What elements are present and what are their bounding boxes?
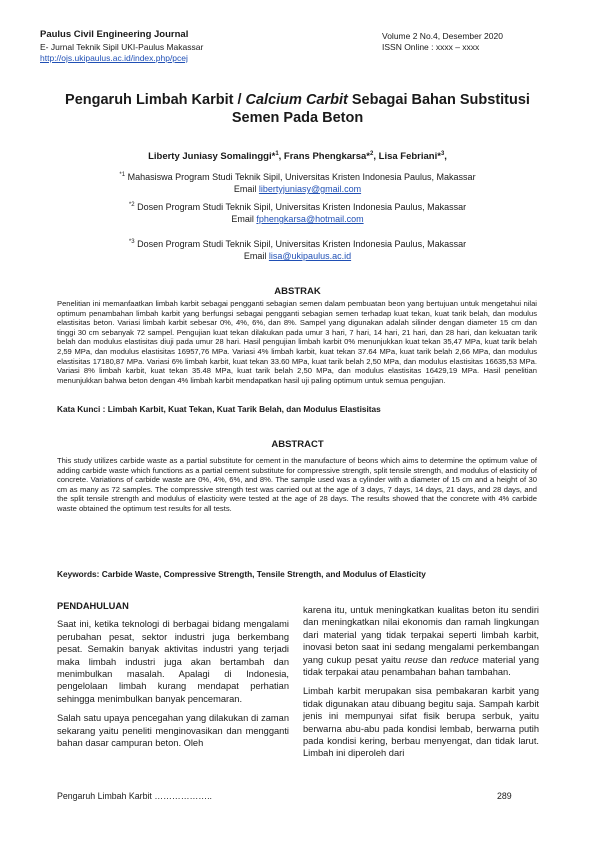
intro-p3-reuse: reuse (404, 654, 428, 665)
intro-p3-part-c: material yang tidak terpakai atau penambahan bahan tambahan. (303, 654, 539, 678)
affiliation-1 (40, 169, 555, 195)
email-label: Email (231, 214, 257, 224)
email-link-1[interactable]: libertyjuniasy@gmail.com (258, 184, 362, 194)
paper-title (40, 91, 555, 127)
abstrak-keywords: Kata Kunci : Limbah Karbit, Kuat Tekan, Kuat Tarik Belah, dan Modulus Elastisitas (57, 404, 381, 414)
footer-running-title: Pengaruh Limbah Karbit ……………….. (57, 791, 212, 801)
affiliation-1-text: Mahasiswa Program Studi Teknik Sipil, Universitas Kristen Indonesia Paulus, Makassar (125, 172, 476, 182)
abstrak-heading: ABSTRAK (274, 286, 321, 297)
email-label: Email (243, 251, 269, 261)
intro-p3-reduce: reduce (450, 654, 479, 665)
intro-paragraph-3 (303, 604, 539, 678)
journal-issue: Volume 2 No.4, Desember 2020 (382, 31, 503, 41)
email-label: Email (233, 184, 259, 194)
author-2: , Frans Phengkarsa* (278, 151, 371, 163)
title-part1: Pengaruh Limbah Karbit / (65, 92, 246, 108)
email-link-2[interactable]: fphengkarsa@hotmail.com (256, 214, 364, 224)
author-1-mark: 1 (275, 151, 279, 157)
journal-name: Paulus Civil Engineering Journal (40, 29, 189, 40)
author-list (40, 151, 555, 162)
intro-paragraph-2: Salah satu upaya pencegahan yang dilakukan di zaman sekarang yaitu peneliti menginovasikan dan mengganti bahan dasar campuran beton. Oleh (57, 713, 289, 749)
affiliation-2-mark: *2 (128, 202, 135, 208)
email-link-3[interactable]: lisa@ukipaulus.ac.id (268, 251, 352, 261)
section-heading-pendahuluan: PENDAHULUAN (57, 601, 129, 611)
affiliation-1-mark: *1 (119, 172, 126, 178)
author-3-mark: 3 (440, 151, 445, 157)
affiliation-3-mark: *3 (128, 239, 135, 245)
left-column (57, 600, 289, 756)
journal-url-link[interactable]: http://ojs.ukipaulus.ac.id/index.php/pcej (40, 53, 188, 63)
affiliation-2-text: Dosen Program Studi Teknik Sipil, Universitas Kristen Indonesia Paulus, Makassar (134, 202, 467, 212)
abstract-text: This study utilizes carbide waste as a partial substitute for cement in the manufacture of beons which aims to determine the optimum value of adding carbide waste which functions as a partial cement substitute for compressive strength, split tensile strength, and modulus of elasticity of concrete. Variations of carbide waste are 0%, 4%, 6%, and 8%. The sample used was a cylinder with a diameter of 15 cm and a height of 30 cm as many as 72 samples. The compressive strength test was carried out at the age of 3 days, 7 days, 14 days, 21 days, and 28 days, and the split tensile strength and modulus of elasticity were tested at the age of 28 days. The results showed that the concrete with 4% carbide waste obtained the optimum test results for all tests. (57, 456, 537, 513)
title-italic: Calcium Carbit (245, 92, 348, 108)
journal-subtitle: E- Jurnal Teknik Sipil UKI-Paulus Makassar (40, 42, 204, 52)
intro-p3-part-a: karena itu, untuk meningkatkan kualitas beton itu sendiri dan meningkatkan nilai ekonomis dan ramah lingkungan dari material yang tidak terpakai seperti limbah karbit, inovasi beton saat ini sedang mengalami perkembangan yang cukup pesat yaitu (303, 605, 539, 665)
author-list-end: , (444, 151, 447, 163)
title-line2: Semen Pada Beton (231, 110, 364, 126)
author-2-mark: 2 (370, 151, 374, 157)
affiliation-3-text: Dosen Program Studi Teknik Sipil, Universitas Kristen Indonesia Paulus, Makassar (134, 239, 467, 249)
page-number: 289 (497, 791, 512, 801)
affiliation-3 (40, 236, 555, 262)
author-3: , Lisa Febriani* (373, 151, 441, 163)
author-1: Liberty Juniasy Somalinggi* (148, 151, 276, 163)
abstract-keywords: Keywords: Carbide Waste, Compressive Strength, Tensile Strength, and Modulus of Elasticity (57, 569, 426, 579)
abstrak-text: Penelitian ini memanfaatkan limbah karbit sebagai pengganti sebagian semen dalam pembuatan beon yang bertujuan untuk mengetahui nilai optimum penambahan limbah karbit yang berfungsi sebagai pengganti sebagian semen terhadap kuat tekan, kuat tarik belah, dan modulus elastisitas beton. Variasi limbah karbit sebesar 0%, 4%, 6%, dan 8%. Sampel yang digunakan adalah silinder dengan diameter 15 cm dan tinggi 30 cm sebanyak 72 sampel. Pengujian kuat tekan dilakukan pada umur 3 hari, 7 hari, 14 hari, 21 hari, dan 28 hari, dan kekuatan tarik belah dan modulus elastisitas diuji pada umur 28 hari. Hasil pengujian limbah karbit 0% menunjukkan kuat tekan 35,47 MPa, kuat tarik belah 2,59 MPa, dan modulus elastisitas 16957,76 MPa. Variasi 4% limbah karbit, kuat tekan 37.64 MPa, kuat tarik belah 2,66 MPa, dan modulus elastisitas 17180,87 MPa. Variasi 6% limbah karbit, kuat tekan 33.60 MPa, kuat tarik belah 2,50 MPa, dan modulus elastisitas 16635,53 MPa. Variasi 8% limbah karbit, kuat tekan 35.48 MPa, kuat tarik belah 2,50 MPa, dan modulus elastisitas 16429,19 MPa. Hasil penelitian menunjukkan bahwa beton dengan 4% limbah karbit mendapatkan hasil uji paling optimum untuk semua pengujian. (57, 299, 537, 385)
abstract-heading: ABSTRACT (271, 439, 324, 450)
intro-paragraph-1: Saat ini, ketika teknologi di berbagai bidang mengalami perubahan pesat, sektor industri juga berkembang pesat. Semakin banyak aktivitas industri yang terjadi maka limbah industri juga akan bertambah dan menimbulkan masalah. Apalagi di Indonesia, pengelolaan limbah kurang mendapat perhatian sehingga menimbulkan banyak pencemaran. (57, 619, 289, 704)
right-column (303, 604, 539, 767)
journal-issn: ISSN Online : xxxx – xxxx (382, 42, 480, 52)
intro-paragraph-4: Limbah karbit merupakan sisa pembakaran karbit yang tidak digunakan atau dibuang begitu saja. Sampah karbit jenis ini mempunyai sifat fisik berupa serbuk, yaitu berwarna abu-abu pada kondisi lembab, berwarna putih pada kondisi kering, berbau menyengat, dan tidak larut. Limbah ini diperoleh dari (303, 686, 539, 759)
title-part2: Sebagai Bahan Substitusi (347, 92, 530, 108)
affiliation-2 (40, 199, 555, 225)
intro-p3-part-b: dan (427, 654, 451, 665)
